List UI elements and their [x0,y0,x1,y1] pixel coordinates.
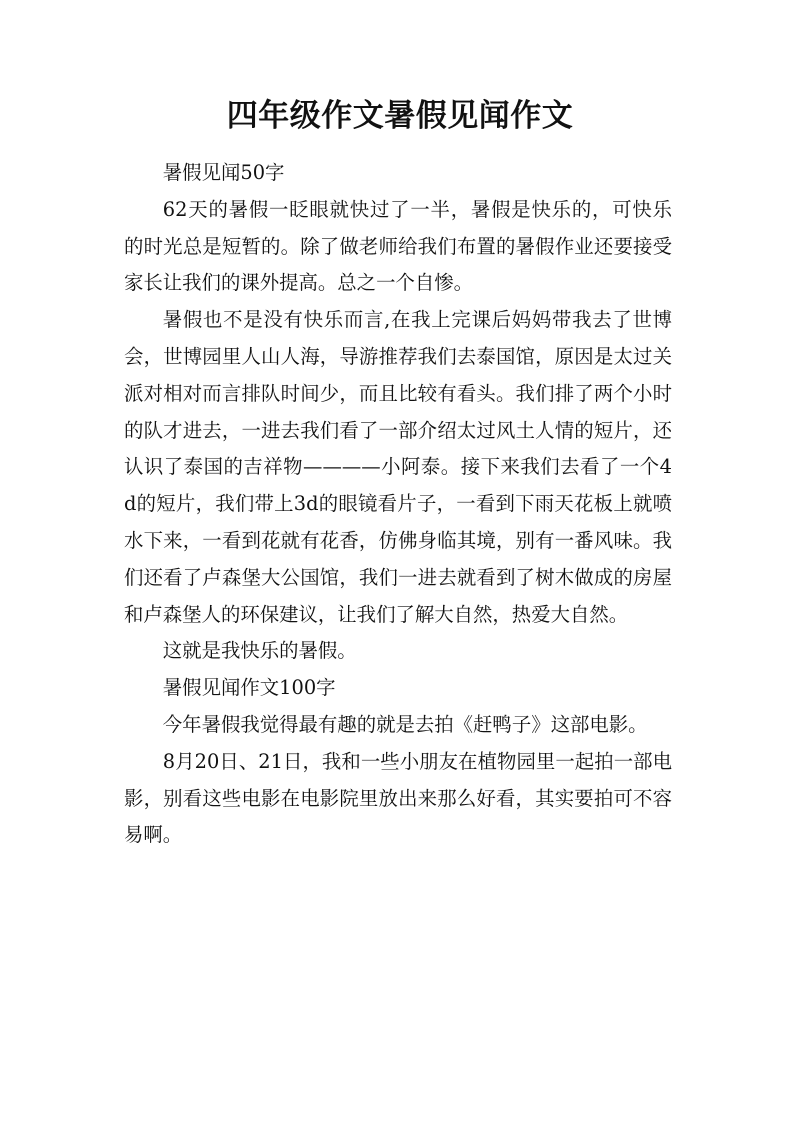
paragraph: 今年暑假我觉得最有趣的就是去拍《赶鸭子》这部电影。 [162,712,648,736]
paragraph: 8月20日、21日，我和一些小朋友在植物园里一起拍一部电影，别看这些电影在电影院里放出来那么好看，其实要拍可不容易啊。 [124,749,672,847]
paragraph: 这就是我快乐的暑假。 [162,639,357,663]
document-body [124,155,672,854]
section-heading-100: 暑假见闻作文100字 [162,676,336,700]
paragraph: 62天的暑假一眨眼就快过了一半，暑假是快乐的，可快乐的时光总是短暂的。除了做老师给我们布置的暑假作业还要接受家长让我们的课外提高。总之一个自惨。 [124,197,672,295]
section-heading-50: 暑假见闻50字 [162,161,285,184]
document-title: 四年级作文暑假见闻作文 [226,98,574,134]
paragraph: 暑假也不是没有快乐而言,在我上完课后妈妈带我去了世博会，世博园里人山人海，导游推荐我们去泰国馆，原因是太过关派对相对而言排队时间少，而且比较有看头。我们排了两个小时的队才进去，一进去我们看了一部介绍太过风土人情的短片，还认识了泰国的吉祥物————小阿泰。接下来我们去看了一个4d的短片，我们带上3d的眼镜看片子，一看到下雨天花板上就喷水下来，一看到花就有花香，仿佛身临其境，别有一番风味。我们还看了卢森堡大公国馆，我们一进去就看到了树木做成的房屋和卢森堡人的环保建议，让我们了解大自然，热爱大自然。 [124,308,672,626]
